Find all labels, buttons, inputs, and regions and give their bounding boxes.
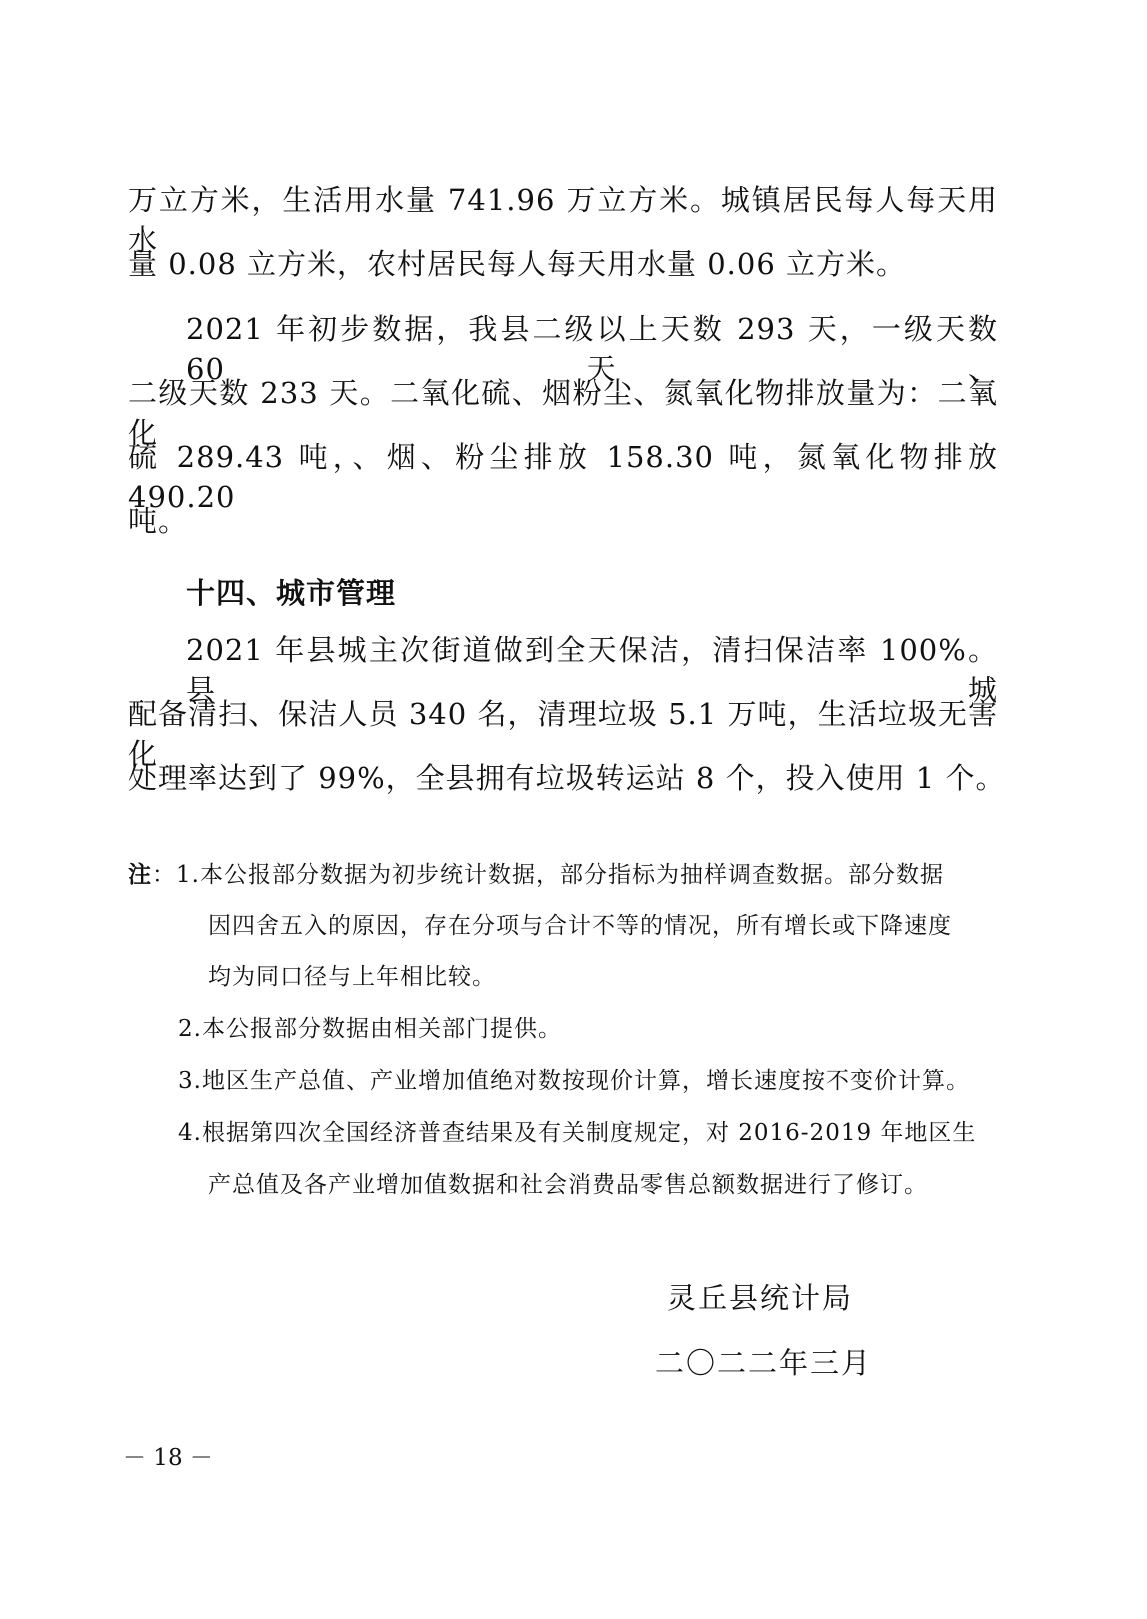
paragraph-line: 万立方米，生活用水量 741.96 万立方米。城镇居民每人每天用水	[128, 183, 998, 257]
page-number: － 18 －	[123, 1445, 213, 1471]
paragraph-line: 处理率达到了 99%，全县拥有垃圾转运站 8 个，投入使用 1 个。	[128, 761, 1006, 795]
note-label: 注	[128, 862, 152, 888]
signature-date: 二〇二二年三月	[655, 1346, 873, 1380]
paragraph-line: 配备清扫、保洁人员 340 名，清理垃圾 5.1 万吨，生活垃圾无害化	[128, 697, 998, 771]
section-heading: 十四、城市管理	[186, 576, 397, 610]
paragraph-line: 二级天数 233 天。二氧化硫、烟粉尘、氮氧化物排放量为：二氧化	[128, 376, 998, 450]
note-line: 因四舍五入的原因，存在分项与合计不等的情况，所有增长或下降速度	[208, 913, 952, 939]
note-item-3: 3.地区生产总值、产业增加值绝对数按现价计算，增长速度按不变价计算。	[178, 1068, 970, 1094]
note-item-4: 4.根据第四次全国经济普查结果及有关制度规定，对 2016-2019 年地区生	[178, 1120, 977, 1146]
note-colon: ：	[152, 862, 176, 888]
note-text: 1.本公报部分数据为初步统计数据，部分指标为抽样调查数据。部分数据	[176, 862, 944, 888]
paragraph-line: 硫 289.43 吨，、烟、粉尘排放 158.30 吨，氮氧化物排放 490.20	[128, 440, 998, 514]
paragraph-line: 量 0.08 立方米，农村居民每人每天用水量 0.06 立方米。	[128, 247, 907, 281]
paragraph-line: 2021 年县城主次街道做到全天保洁，清扫保洁率 100%。县城	[186, 633, 998, 707]
paragraph-line: 2021 年初步数据，我县二级以上天数 293 天，一级天数 60 天、	[186, 312, 998, 386]
note-line: 均为同口径与上年相比较。	[208, 964, 496, 990]
paragraph-line: 吨。	[128, 504, 189, 538]
note-item-2: 2.本公报部分数据由相关部门提供。	[178, 1016, 562, 1042]
signature-organization: 灵丘县统计局	[667, 1281, 854, 1315]
note-line: 产总值及各产业增加值数据和社会消费品零售总额数据进行了修订。	[208, 1172, 928, 1198]
note-item-1	[128, 859, 998, 891]
